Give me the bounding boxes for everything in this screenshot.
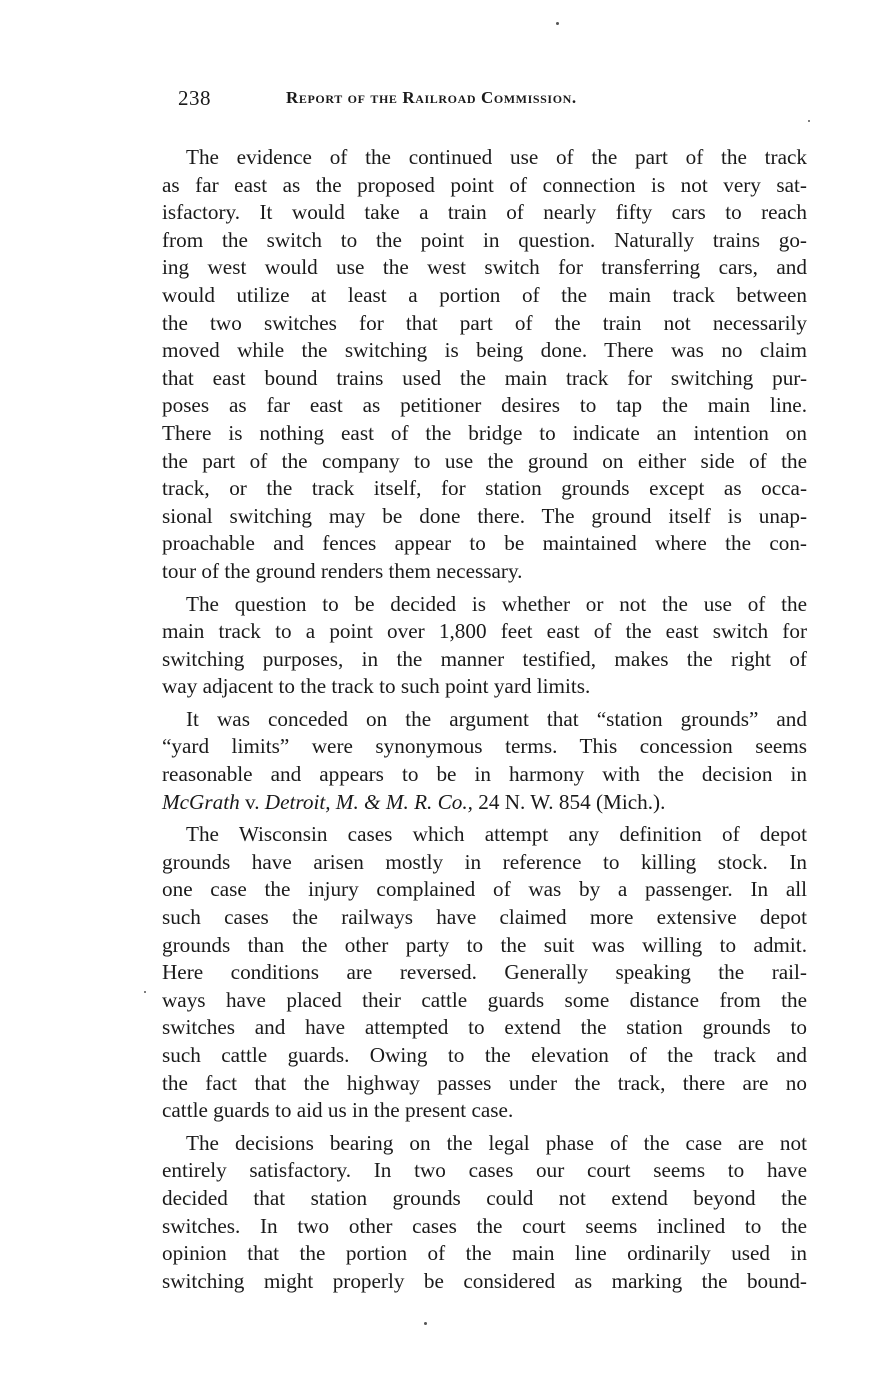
text-line: grounds have arisen mostly in reference to killing stock. In xyxy=(162,849,807,874)
paragraph-5 xyxy=(162,1130,807,1296)
text-line: The question to be decided is whether or not the use of the xyxy=(186,591,807,616)
paragraph-2 xyxy=(162,591,807,701)
text-line: grounds than the other party to the suit was willing to admit. xyxy=(162,932,807,957)
text-line: switches and have attempted to extend the station grounds to xyxy=(162,1015,807,1040)
text-line: that east bound trains used the main track for switching pur- xyxy=(162,365,807,390)
paragraph-1 xyxy=(162,144,807,586)
text-line: switching purposes, in the manner testified, makes the right of xyxy=(162,646,807,671)
case-name-defendant: Detroit, M. & M. R. Co., xyxy=(264,789,473,814)
text-line: sional switching may be done there. The ground itself is unap- xyxy=(162,503,807,528)
text-line: the fact that the highway passes under the track, there are no xyxy=(162,1070,807,1095)
text-line: tour of the ground renders them necessary. xyxy=(162,558,523,583)
text-line: the two switches for that part of the train not necessarily xyxy=(162,310,807,335)
running-head: Report of the Railroad Commission. xyxy=(286,88,577,107)
text-line: poses as far east as petitioner desires to tap the main line. xyxy=(162,393,807,418)
page-header xyxy=(178,86,818,116)
text-line: entirely satisfactory. In two cases our court seems to have xyxy=(162,1158,807,1183)
ink-speck xyxy=(556,22,559,25)
versus: v. xyxy=(239,789,265,814)
text-line: proachable and fences appear to be maintained where the con- xyxy=(162,531,807,556)
ink-speck xyxy=(808,120,810,122)
text-line: from the switch to the point in question. Naturally trains go- xyxy=(162,227,807,252)
case-name-plaintiff: McGrath xyxy=(162,789,240,814)
text-line: main track to a point over 1,800 feet east of the east switch for xyxy=(162,619,807,644)
text-line: The decisions bearing on the legal phase of the case are not xyxy=(186,1130,807,1155)
page-number: 238 xyxy=(178,86,211,110)
text-line: The Wisconsin cases which attempt any definition of depot xyxy=(186,822,807,847)
text-line: switching might properly be considered as marking the bound- xyxy=(162,1268,807,1293)
body-text xyxy=(162,144,807,1300)
text-line: There is nothing east of the bridge to indicate an intention on xyxy=(162,420,807,445)
text-line: as far east as the proposed point of connection is not very sat- xyxy=(162,172,807,197)
text-line: the part of the company to use the ground on either side of the xyxy=(162,448,807,473)
text-line: decided that station grounds could not extend beyond the xyxy=(162,1185,807,1210)
citation-line xyxy=(162,789,807,817)
text-line: cattle guards to aid us in the present case. xyxy=(162,1098,514,1123)
text-line: “yard limits” were synonymous terms. This concession seems xyxy=(162,734,807,759)
text-line: reasonable and appears to be in harmony with the decision in xyxy=(162,762,807,787)
text-line: Here conditions are reversed. Generally speaking the rail- xyxy=(162,960,807,985)
text-line: isfactory. It would take a train of nearly fifty cars to reach xyxy=(162,200,807,225)
text-line: track, or the track itself, for station grounds except as occa- xyxy=(162,476,807,501)
text-line: moved while the switching is being done. There was no claim xyxy=(162,338,807,363)
text-line: opinion that the portion of the main line ordinarily used in xyxy=(162,1241,807,1266)
text-line: It was conceded on the argument that “station grounds” and xyxy=(186,706,807,731)
ink-speck xyxy=(424,1322,427,1325)
text-line: way adjacent to the track to such point yard limits. xyxy=(162,674,591,699)
text-line: The evidence of the continued use of the part of the track xyxy=(186,145,807,169)
paragraph-4 xyxy=(162,821,807,1125)
reporter-cite: 24 N. W. 854 (Mich.). xyxy=(472,789,666,814)
text-line: switches. In two other cases the court seems inclined to the xyxy=(162,1213,807,1238)
text-line: such cases the railways have claimed more extensive depot xyxy=(162,905,807,930)
text-line: ing west would use the west switch for transferring cars, and xyxy=(162,255,807,280)
ink-speck xyxy=(144,991,146,993)
text-line: would utilize at least a portion of the main track between xyxy=(162,282,807,307)
paragraph-3 xyxy=(162,706,807,816)
text-line: ways have placed their cattle guards some distance from the xyxy=(162,987,807,1012)
text-line: one case the injury complained of was by a passenger. In all xyxy=(162,877,807,902)
text-line: such cattle guards. Owing to the elevation of the track and xyxy=(162,1043,807,1067)
